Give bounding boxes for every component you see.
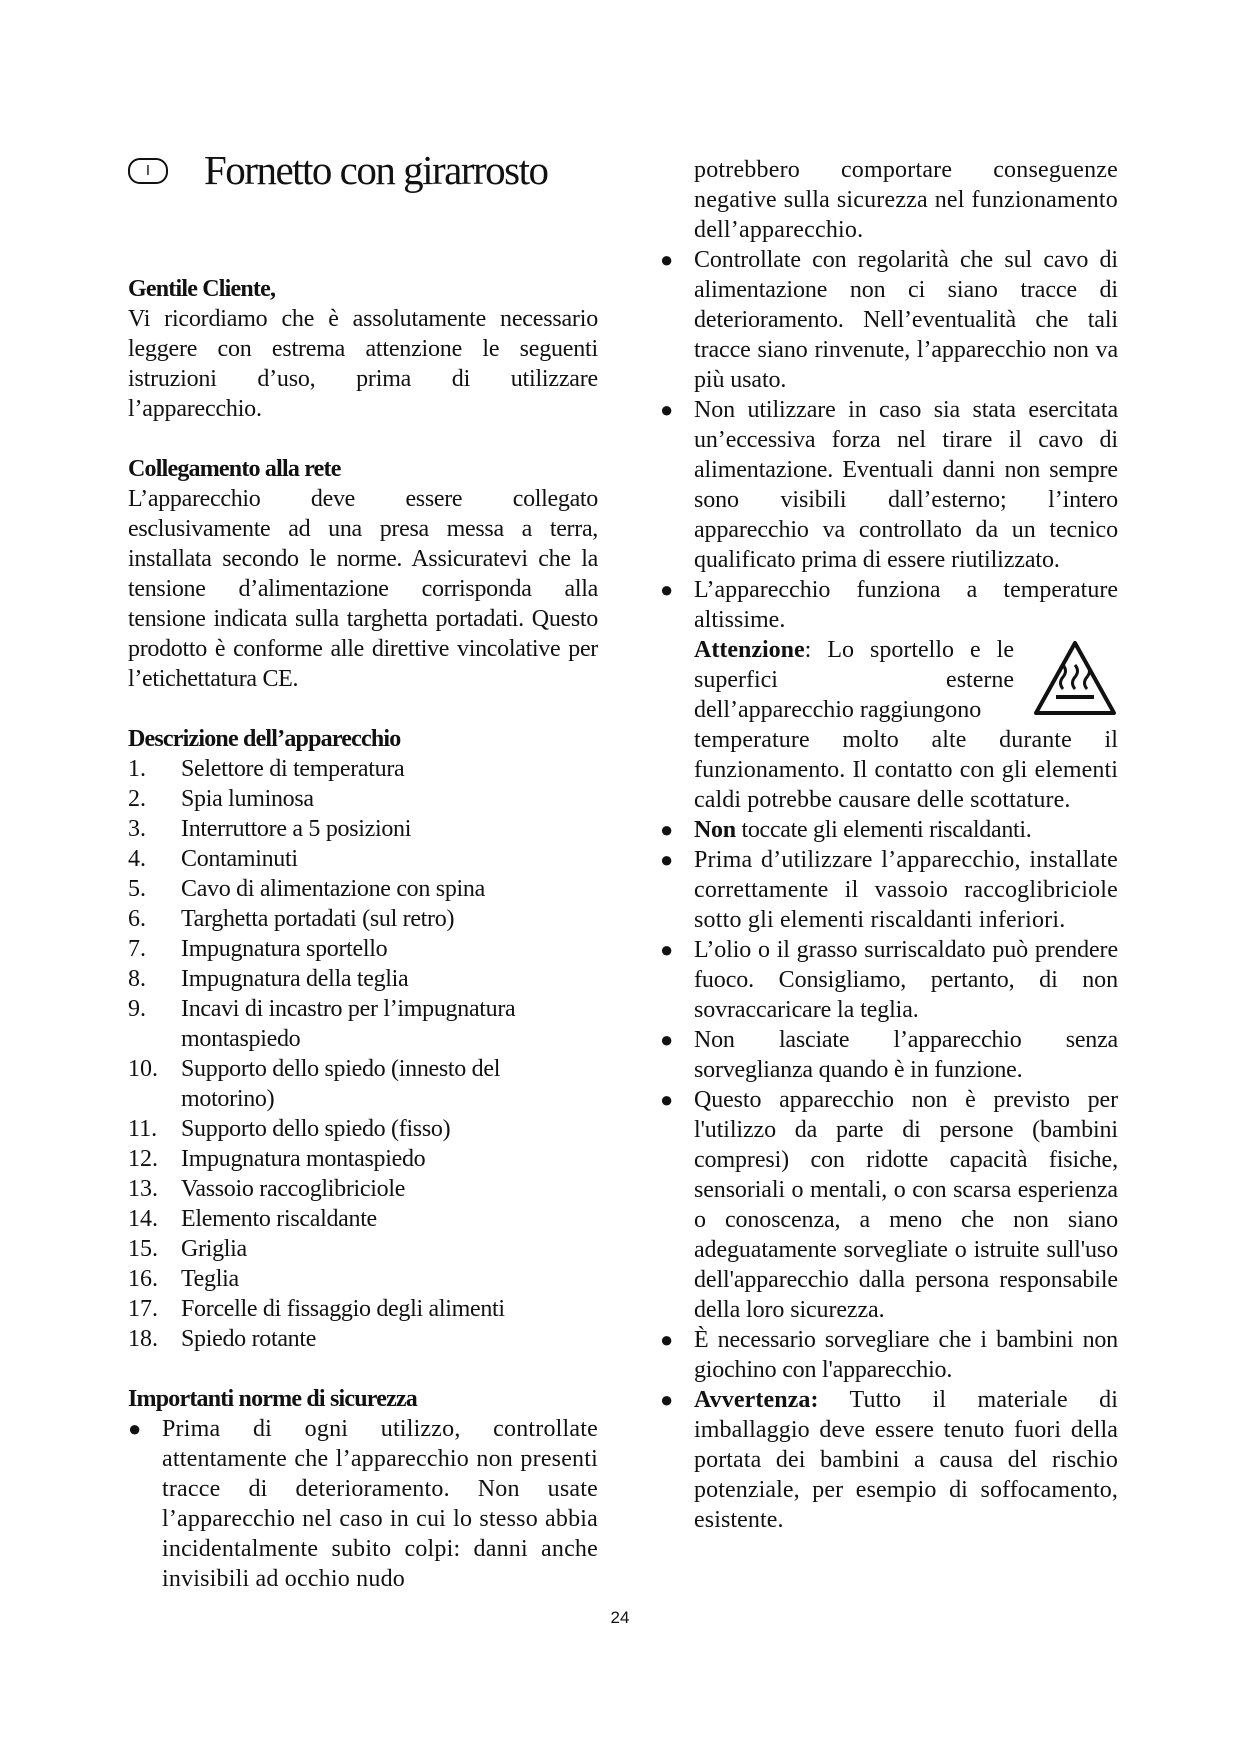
list-item: 9. Incavi di incastro per l’impugnatura montaspiedo	[128, 996, 516, 1052]
description-heading: Descrizione dell’apparecchio	[128, 726, 401, 752]
connection-heading: Collegamento alla rete	[128, 456, 341, 482]
bullet-text: Questo apparecchio non è previsto per l'utilizzo da parte di persone (bambini compresi) con ridotte capacità fisiche, sensoriali o mentali, o con scarsa esperienza o conoscenza, a meno che non siano adeguatamente sorvegliate o istruite sull'uso dell'apparecchio dalla persona responsabile della loro sicurezza.	[694, 1087, 1118, 1323]
bullet-icon: ●	[660, 937, 674, 962]
safety-bullet-4	[660, 575, 1118, 815]
list-item: 8. Impugnatura della teglia	[128, 966, 409, 992]
language-badge: I	[128, 158, 168, 184]
list-item: 12. Impugnatura montaspiedo	[128, 1146, 426, 1172]
list-item: 4. Contaminuti	[128, 846, 298, 872]
bullet-icon: ●	[660, 397, 674, 422]
list-item: 16. Teglia	[128, 1266, 239, 1292]
right-column	[660, 155, 1118, 1535]
bullet-bold: Non	[694, 817, 736, 843]
list-item: 18. Spiedo rotante	[128, 1326, 317, 1352]
bullet-text: Non utilizzare in caso sia stata esercitata un’eccessiva forza nel tirare il cavo di alimentazione. Eventuali danni non sempre sono visibili dall’esterno; l’intero apparecchio va controllato da un tecnico qualificato prima di essere riutilizzato.	[694, 397, 1118, 573]
safety-bullet-8	[660, 1025, 1118, 1085]
list-item: 10. Supporto dello spiedo (innesto del motorino)	[128, 1056, 501, 1112]
list-item: 14. Elemento riscaldante	[128, 1206, 377, 1232]
list-item: 5. Cavo di alimentazione con spina	[128, 876, 485, 902]
bullet-text: toccate gli elementi riscaldanti.	[735, 817, 1032, 843]
safety-bullet-6	[660, 845, 1118, 935]
bullet-icon: ●	[660, 1387, 674, 1412]
bullet-text: L’olio o il grasso surriscaldato può prendere fuoco. Consigliamo, pertanto, di non sovraccaricare la teglia.	[694, 937, 1118, 1023]
bullet-text: Controllate con regolarità che sul cavo di alimentazione non ci siano tracce di deterioramento. Nell’eventualità che tali tracce siano rinvenute, l’apparecchio non va più usato.	[694, 247, 1118, 393]
page-number: 24	[610, 1608, 630, 1627]
bullet-icon: ●	[660, 577, 674, 602]
list-item: 15. Griglia	[128, 1236, 247, 1262]
title-row	[128, 147, 548, 193]
left-column	[128, 274, 598, 1594]
safety-bullet-11	[660, 1385, 1118, 1535]
safety-bullet-2	[660, 245, 1118, 395]
connection-text: L’apparecchio deve essere collegato esclusivamente ad una presa messa a terra, installata secondo le norme. Assicuratevi che la tensione d’alimentazione corrisponda alla tensione indicata sulla targhetta portadati. Questo prodotto è conforme alle direttive vincolative per l’etichettatura CE.	[128, 486, 598, 692]
bullet-text: È necessario sorvegliare che i bambini non giochino con l'apparecchio.	[694, 1327, 1118, 1383]
safety-bullet-9	[660, 1085, 1118, 1325]
page-title: Fornetto con girarrosto	[204, 147, 548, 193]
safety-bullet-10	[660, 1325, 1118, 1385]
list-item: 6. Targhetta portadati (sul retro)	[128, 906, 455, 932]
bullet-text: L’apparecchio funziona a temperature altissime.	[694, 577, 1118, 633]
list-item: 13. Vassoio raccoglibriciole	[128, 1176, 406, 1202]
bullet-icon: ●	[128, 1416, 142, 1441]
intro-text: Vi ricordiamo che è assolutamente necessario leggere con estrema attenzione le seguenti istruzioni d’uso, prima di utilizzare l’apparecchio.	[128, 306, 598, 422]
list-item: 1. Selettore di temperatura	[128, 756, 405, 782]
safety-bullet-5	[660, 815, 1118, 845]
safety-heading: Importanti norme di sicurezza	[128, 1386, 417, 1412]
list-item: 7. Impugnatura sportello	[128, 936, 388, 962]
bullet-text: Prima di ogni utilizzo, controllate attentamente che l’apparecchio non presenti tracce di deterioramento. Non usate l’apparecchio nel caso in cui lo stesso abbia incidentalmente subito colpi: danni anche invisibili ad occhio nudo	[162, 1416, 598, 1592]
warning-text-continued: temperature molto alte durante il funzionamento. Il contatto con gli elementi caldi potrebbe causare delle scottature.	[694, 727, 1118, 813]
bullet-icon: ●	[660, 1027, 674, 1052]
warning-block	[694, 635, 1118, 815]
bullet-text: Tutto il materiale di imballaggio deve essere tenuto fuori della portata dei bambini a causa del rischio potenziale, per esempio di soffocamento, esistente.	[694, 1387, 1118, 1533]
parts-list	[128, 754, 598, 1354]
bullet-text: Non lasciate l’apparecchio senza sorveglianza quando è in funzione.	[694, 1027, 1118, 1083]
list-item: 2. Spia luminosa	[128, 786, 314, 812]
warning-label: Attenzione	[694, 637, 805, 663]
bullet-icon: ●	[660, 1327, 674, 1352]
bullet-continuation: potrebbero comportare conseguenze negative sulla sicurezza nel funzionamento dell’apparecchio.	[694, 157, 1118, 243]
safety-bullet-1	[128, 1414, 598, 1594]
bullet-icon: ●	[660, 247, 674, 272]
hot-surface-warning-icon	[1032, 639, 1118, 717]
bullet-icon: ●	[660, 817, 674, 842]
list-item: 3. Interruttore a 5 posizioni	[128, 816, 412, 842]
warning-text: : Lo sportello e le superfici esterne dell’apparecchio raggiungono	[694, 637, 1014, 723]
bullet-icon: ●	[660, 1087, 674, 1112]
bullet-bold: Avvertenza:	[694, 1387, 819, 1413]
greeting: Gentile Cliente,	[128, 276, 276, 302]
list-item: 11. Supporto dello spiedo (fisso)	[128, 1116, 451, 1142]
safety-bullet-7	[660, 935, 1118, 1025]
safety-bullet-3	[660, 395, 1118, 575]
bullet-text: Prima d’utilizzare l’apparecchio, installate correttamente il vassoio raccoglibriciole sotto gli elementi riscaldanti inferiori.	[694, 847, 1118, 933]
bullet-icon: ●	[660, 847, 674, 872]
list-item: 17. Forcelle di fissaggio degli alimenti	[128, 1296, 505, 1322]
